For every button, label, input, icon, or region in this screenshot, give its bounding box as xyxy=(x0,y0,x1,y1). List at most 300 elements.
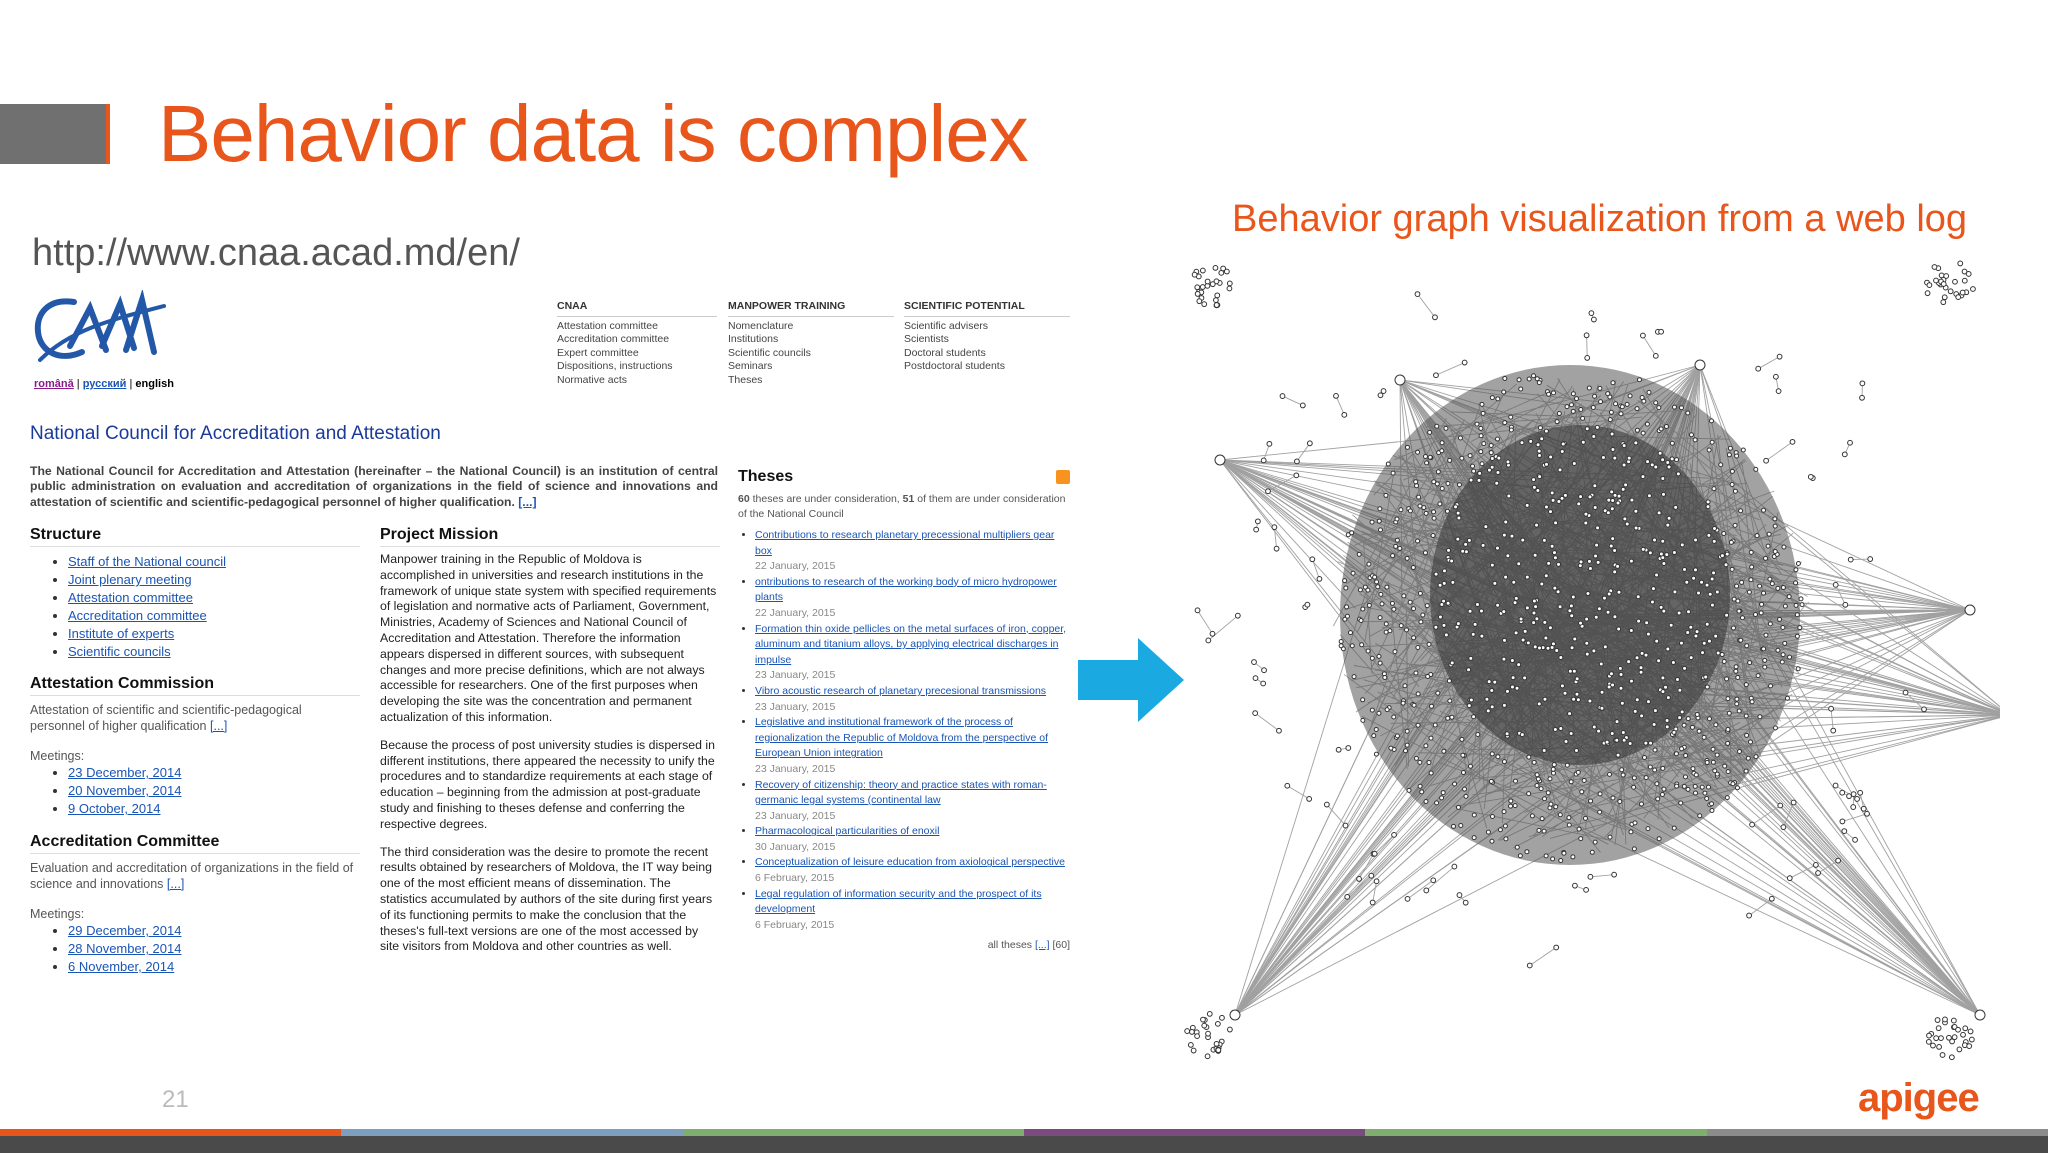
graph-node xyxy=(1421,613,1425,617)
graph-node xyxy=(1440,449,1444,453)
graph-node xyxy=(1525,850,1529,854)
graph-node xyxy=(1379,592,1383,596)
graph-node xyxy=(1509,428,1513,432)
graph-node xyxy=(1480,462,1484,466)
graph-node xyxy=(1504,575,1508,579)
nav-item[interactable]: Seminars xyxy=(728,360,773,373)
graph-node xyxy=(1548,510,1552,514)
graph-node xyxy=(1230,1010,1240,1020)
graph-node xyxy=(1471,632,1475,636)
graph-node xyxy=(1357,552,1361,556)
graph-node xyxy=(1345,614,1349,618)
structure-section xyxy=(30,526,360,661)
graph-node xyxy=(1521,538,1525,542)
lang-romana-link[interactable]: română xyxy=(34,378,74,390)
graph-node xyxy=(1461,753,1465,757)
graph-node xyxy=(1653,748,1657,752)
graph-node xyxy=(1661,539,1665,543)
graph-node xyxy=(1559,726,1563,730)
graph-node xyxy=(1769,896,1774,901)
graph-node xyxy=(1414,671,1418,675)
graph-edge xyxy=(1436,363,1465,376)
graph-node xyxy=(1903,690,1908,695)
graph-node xyxy=(1611,499,1615,503)
graph-node xyxy=(1468,609,1472,613)
graph-node xyxy=(1622,738,1626,742)
graph-node xyxy=(1732,597,1736,601)
thesis-link[interactable]: Conceptualization of leisure education from axiological perspective xyxy=(755,856,1065,869)
graph-node xyxy=(1783,641,1787,645)
graph-node xyxy=(1932,265,1937,270)
thesis-date: 30 January, 2015 xyxy=(755,840,836,853)
nav-item[interactable]: Doctoral students xyxy=(904,346,986,359)
graph-node xyxy=(1405,743,1409,747)
graph-node xyxy=(1438,615,1442,619)
graph-node xyxy=(1630,498,1634,502)
graph-node xyxy=(1543,620,1547,624)
graph-node xyxy=(1666,523,1670,527)
graph-node xyxy=(1965,605,1975,615)
graph-node xyxy=(1561,442,1565,446)
graph-node xyxy=(1719,463,1723,467)
graph-node xyxy=(1383,675,1387,679)
stripe-segment xyxy=(683,1129,1024,1136)
graph-node xyxy=(1847,794,1852,799)
nav-column-manpower xyxy=(728,300,894,388)
graph-node xyxy=(1411,566,1415,570)
graph-node xyxy=(1535,377,1539,381)
graph-node xyxy=(1646,827,1650,831)
graph-node xyxy=(1361,718,1365,722)
graph-node xyxy=(1502,810,1506,814)
graph-node xyxy=(1679,641,1683,645)
graph-node xyxy=(1496,471,1500,475)
graph-node xyxy=(1467,704,1471,708)
structure-link[interactable]: Scientific councils xyxy=(68,644,171,659)
graph-node xyxy=(1677,611,1681,615)
graph-node xyxy=(1587,386,1591,390)
graph-node xyxy=(1641,475,1645,479)
graph-node xyxy=(1589,799,1593,803)
graph-node xyxy=(1542,829,1546,833)
graph-node xyxy=(1559,858,1563,862)
graph-node xyxy=(1720,554,1724,558)
structure-link[interactable]: Joint plenary meeting xyxy=(68,572,192,587)
graph-node xyxy=(1529,439,1533,443)
graph-node xyxy=(1617,494,1621,498)
graph-node xyxy=(1657,837,1661,841)
graph-node xyxy=(1441,791,1445,795)
graph-node xyxy=(1645,422,1649,426)
nav-item[interactable]: Scientific councils xyxy=(728,346,811,359)
graph-node xyxy=(1684,754,1688,758)
graph-node xyxy=(1496,397,1500,401)
graph-node xyxy=(1689,433,1693,437)
rss-icon[interactable] xyxy=(1056,470,1070,484)
graph-node xyxy=(1692,576,1696,580)
graph-node xyxy=(1511,676,1515,680)
graph-node xyxy=(1523,629,1527,633)
graph-edge xyxy=(1208,616,1237,641)
thesis-link[interactable]: Contributions to research planetary precessional multipliers gear box xyxy=(755,529,1055,557)
graph-node xyxy=(1555,649,1559,653)
graph-node xyxy=(1750,565,1754,569)
meeting-link[interactable]: 6 November, 2014 xyxy=(68,959,175,974)
nav-item[interactable]: Expert committee xyxy=(557,346,639,359)
graph-node xyxy=(1653,538,1657,542)
graph-node xyxy=(1931,1043,1936,1048)
graph-node xyxy=(1479,426,1483,430)
graph-edge xyxy=(1373,881,1377,902)
graph-node xyxy=(1588,495,1592,499)
graph-node xyxy=(1498,828,1502,832)
thesis-item xyxy=(755,575,1070,622)
graph-node xyxy=(1715,590,1719,594)
graph-node xyxy=(1366,588,1370,592)
graph-node xyxy=(1600,706,1604,710)
graph-node xyxy=(1725,552,1729,556)
graph-node xyxy=(1600,690,1604,694)
graph-node xyxy=(1532,611,1536,615)
graph-node xyxy=(1538,426,1542,430)
graph-node xyxy=(1205,1054,1210,1059)
graph-node xyxy=(1727,453,1731,457)
graph-node xyxy=(1672,405,1676,409)
graph-node xyxy=(1794,603,1798,607)
graph-node xyxy=(1678,716,1682,720)
graph-node xyxy=(1479,609,1483,613)
thesis-link[interactable]: ontributions to research of the working body of micro hydropower plants xyxy=(755,575,1057,604)
graph-node xyxy=(1576,698,1580,702)
graph-node xyxy=(1773,374,1778,379)
graph-node xyxy=(1552,763,1556,767)
nav-item[interactable]: Scientists xyxy=(904,333,949,346)
graph-node xyxy=(1729,540,1733,544)
graph-node xyxy=(1490,457,1494,461)
graph-node xyxy=(1597,607,1601,611)
graph-node xyxy=(1633,709,1637,713)
graph-node xyxy=(1744,769,1748,773)
graph-node xyxy=(1324,802,1329,807)
thesis-link[interactable]: Recovery of citizenship: theory and practice states with roman-germanic legal systems (continental law xyxy=(755,778,1047,807)
accreditation-more-link[interactable]: [...] xyxy=(166,877,185,891)
attestation-more-link[interactable]: [...] xyxy=(210,719,228,733)
graph-node xyxy=(1607,498,1611,502)
nav-item[interactable]: Institutions xyxy=(728,333,779,346)
graph-node xyxy=(1547,392,1551,396)
graph-node xyxy=(1953,279,1958,284)
graph-node xyxy=(1214,298,1219,303)
graph-node xyxy=(1472,813,1476,817)
mission-header: Project Mission xyxy=(380,526,720,547)
graph-node xyxy=(1418,591,1422,595)
graph-node xyxy=(1526,641,1530,645)
graph-node xyxy=(1433,723,1437,727)
graph-node xyxy=(1966,272,1971,277)
graph-node xyxy=(1702,735,1706,739)
graph-node xyxy=(1392,832,1397,837)
meeting-link[interactable]: 28 November, 2014 xyxy=(68,941,182,956)
lang-russian-link[interactable]: русский xyxy=(82,378,127,390)
graph-node xyxy=(1575,397,1579,401)
graph-node xyxy=(1624,483,1628,487)
graph-node xyxy=(1504,520,1508,524)
graph-node xyxy=(1808,474,1813,479)
graph-node xyxy=(1598,792,1602,796)
graph-node xyxy=(1769,684,1773,688)
thesis-link[interactable]: Legal regulation of information security and the prospect of its development xyxy=(755,887,1042,916)
structure-link[interactable]: Staff of the National council xyxy=(68,554,227,569)
graph-node xyxy=(1551,857,1555,861)
graph-node xyxy=(1968,1029,1973,1034)
graph-node xyxy=(1646,632,1650,636)
graph-node xyxy=(1758,584,1762,588)
thesis-link[interactable]: Legislative and institutional framework of the process of regionalization the Republic of Moldova from the perspective of European Union integration xyxy=(755,716,1048,760)
graph-node xyxy=(1653,768,1657,772)
graph-node xyxy=(1735,697,1739,701)
accreditation-meetings xyxy=(30,922,360,976)
graph-node xyxy=(1662,562,1666,566)
graph-node xyxy=(1748,661,1752,665)
graph-node xyxy=(1639,802,1643,806)
graph-node xyxy=(1759,611,1763,615)
graph-node xyxy=(1927,283,1932,288)
thesis-link[interactable]: Pharmacological particularities of enoxil xyxy=(755,825,940,838)
graph-node xyxy=(1592,434,1596,438)
graph-node xyxy=(1550,645,1554,649)
graph-node xyxy=(1300,403,1305,408)
graph-node xyxy=(1294,473,1299,478)
graph-node xyxy=(1707,448,1711,452)
graph-node xyxy=(1476,733,1480,737)
graph-node xyxy=(1628,394,1632,398)
meeting-link[interactable]: 9 October, 2014 xyxy=(68,801,161,816)
graph-node xyxy=(1195,292,1200,297)
graph-node xyxy=(1925,291,1930,296)
nav-item[interactable]: Normative acts xyxy=(557,373,628,386)
graph-node xyxy=(1480,402,1484,406)
graph-node xyxy=(1490,815,1494,819)
thesis-link[interactable]: Formation thin oxide pellicles on the metal surfaces of iron, copper, aluminum and titanium alloys, by applying electrical discharges in impulse xyxy=(755,622,1067,666)
lang-english-link[interactable]: english xyxy=(135,378,174,390)
graph-node xyxy=(1434,373,1439,378)
graph-node xyxy=(1579,495,1583,499)
meeting-link[interactable]: 23 December, 2014 xyxy=(68,765,182,780)
graph-node xyxy=(1477,478,1481,482)
graph-node xyxy=(1560,684,1564,688)
graph-node xyxy=(1207,1011,1212,1016)
graph-node xyxy=(1569,732,1573,736)
graph-node xyxy=(1468,764,1472,768)
graph-node xyxy=(1533,645,1537,649)
graph-node xyxy=(1621,731,1625,735)
graph-node xyxy=(1723,764,1727,768)
graph-node xyxy=(1686,787,1690,791)
graph-node xyxy=(1641,547,1645,551)
nav-item[interactable]: Nomenclature xyxy=(728,319,794,332)
graph-node xyxy=(1670,457,1674,461)
graph-node xyxy=(1710,603,1714,607)
graph-node xyxy=(1372,851,1377,856)
graph-node xyxy=(1479,434,1483,438)
meetings-label: Meetings: xyxy=(30,749,85,763)
graph-node xyxy=(1796,667,1800,671)
graph-node xyxy=(1433,315,1438,320)
graph-node xyxy=(1680,747,1684,751)
graph-node xyxy=(1573,637,1577,641)
nav-item[interactable]: Attestation committee xyxy=(557,319,658,332)
graph-node xyxy=(1709,419,1713,423)
graph-node xyxy=(1536,777,1540,781)
intro-more-link[interactable]: [...] xyxy=(518,494,537,509)
graph-node xyxy=(1517,562,1521,566)
graph-node xyxy=(1543,697,1547,701)
graph-node xyxy=(1464,542,1468,546)
graph-node xyxy=(1704,675,1708,679)
graph-node xyxy=(1745,644,1749,648)
graph-node xyxy=(1737,709,1741,713)
graph-node xyxy=(1788,655,1792,659)
mission-paragraph: The third consideration was the desire to promote the recent results obtained by researchers of Moldova, the IT way being one of the most efficient means of dissemination. The statistics accumulated by authors of the site during first years of its functioning permits to make the conclusion that the theses's full-text versions are one of the most accessed by site visitors from Moldova and other countries as well. xyxy=(380,844,713,954)
graph-node xyxy=(1644,741,1648,745)
graph-node xyxy=(1360,643,1364,647)
graph-node xyxy=(1855,797,1860,802)
graph-node xyxy=(1653,709,1657,713)
graph-node xyxy=(1496,755,1500,759)
graph-node xyxy=(1424,744,1428,748)
graph-node xyxy=(1280,394,1285,399)
graph-node xyxy=(1581,440,1585,444)
graph-node xyxy=(1348,631,1352,635)
graph-node xyxy=(1670,441,1674,445)
graph-node xyxy=(1794,581,1798,585)
graph-node xyxy=(1336,747,1341,752)
graph-node xyxy=(1405,729,1409,733)
graph-node xyxy=(1676,472,1680,476)
graph-node xyxy=(1537,702,1541,706)
graph-node xyxy=(1618,666,1622,670)
graph-node xyxy=(1661,476,1665,480)
graph-node xyxy=(1655,782,1659,786)
graph-node xyxy=(1625,402,1629,406)
graph-node xyxy=(1588,874,1593,879)
graph-node xyxy=(1495,481,1499,485)
graph-node xyxy=(1563,493,1567,497)
thesis-date: 22 January, 2015 xyxy=(755,606,836,619)
graph-node xyxy=(1571,855,1575,859)
graph-node xyxy=(1702,641,1706,645)
graph-node xyxy=(1598,386,1602,390)
graph-node xyxy=(1350,644,1354,648)
graph-node xyxy=(1490,705,1494,709)
graph-node xyxy=(1414,756,1418,760)
nav-item[interactable]: Postdoctoral students xyxy=(904,360,1005,373)
meeting-link[interactable]: 29 December, 2014 xyxy=(68,923,182,938)
graph-node xyxy=(1486,830,1490,834)
graph-node xyxy=(1542,538,1546,542)
graph-node xyxy=(1639,670,1643,674)
graph-node xyxy=(1858,790,1863,795)
structure-link[interactable]: Accreditation committee xyxy=(68,608,207,623)
graph-node xyxy=(1401,701,1405,705)
graph-node xyxy=(1525,503,1529,507)
nav-item[interactable]: Accreditation committee xyxy=(557,333,670,346)
page-number: 21 xyxy=(162,1086,189,1113)
nav-item[interactable]: Theses xyxy=(728,373,763,386)
graph-node xyxy=(1418,504,1422,508)
graph-node xyxy=(1599,662,1603,666)
graph-node xyxy=(1926,1039,1931,1044)
graph-edge xyxy=(1643,336,1656,356)
graph-node xyxy=(1372,734,1376,738)
graph-node xyxy=(1456,805,1460,809)
attestation-header: Attestation Commission xyxy=(30,675,360,696)
graph-node xyxy=(1671,660,1675,664)
graph-node xyxy=(1446,601,1450,605)
graph-node xyxy=(1700,580,1704,584)
graph-edge xyxy=(1590,875,1614,877)
graph-node xyxy=(1395,375,1405,385)
graph-node xyxy=(1781,825,1786,830)
graph-node xyxy=(1836,858,1841,863)
graph-node xyxy=(1446,481,1450,485)
structure-link[interactable]: Attestation committee xyxy=(68,590,193,605)
graph-node xyxy=(1744,714,1748,718)
graph-node xyxy=(1726,741,1730,745)
graph-node xyxy=(1800,603,1804,607)
graph-node xyxy=(1620,405,1624,409)
graph-node xyxy=(1469,698,1473,702)
graph-node xyxy=(1435,801,1439,805)
graph-node xyxy=(1206,1031,1211,1036)
graph-node xyxy=(1527,963,1532,968)
graph-node xyxy=(1408,600,1412,604)
graph-node xyxy=(1540,437,1544,441)
graph-node xyxy=(1546,791,1550,795)
graph-node xyxy=(1537,381,1541,385)
graph-node xyxy=(1384,622,1388,626)
meeting-link[interactable]: 20 November, 2014 xyxy=(68,783,182,798)
graph-node xyxy=(1378,393,1383,398)
graph-edge xyxy=(1851,559,1870,560)
graph-node xyxy=(1436,691,1440,695)
graph-node xyxy=(1675,784,1679,788)
graph-node xyxy=(1543,797,1547,801)
graph-node xyxy=(1679,406,1683,410)
graph-node xyxy=(1733,523,1737,527)
graph-node xyxy=(1195,285,1200,290)
nav-item[interactable]: Dispositions, instructions xyxy=(557,360,673,373)
thesis-link[interactable]: Vibro acoustic research of planetary precesional transmissions xyxy=(755,684,1047,697)
graph-node xyxy=(1521,638,1525,642)
graph-node xyxy=(1468,454,1472,458)
graph-node xyxy=(1585,641,1589,645)
graph-node xyxy=(1722,660,1726,664)
graph-node xyxy=(1553,556,1557,560)
all-theses-link[interactable]: [...] xyxy=(1034,939,1050,952)
graph-node xyxy=(1748,740,1752,744)
cnaa-logo xyxy=(30,290,170,370)
graph-node xyxy=(1442,569,1446,573)
mission-text xyxy=(380,552,720,955)
graph-node xyxy=(1848,440,1853,445)
structure-link[interactable]: Institute of experts xyxy=(68,626,175,641)
graph-node xyxy=(1731,782,1735,786)
nav-item[interactable]: Scientific advisers xyxy=(904,319,989,332)
graph-node xyxy=(1662,787,1666,791)
graph-node xyxy=(1781,653,1785,657)
graph-node xyxy=(1840,819,1845,824)
